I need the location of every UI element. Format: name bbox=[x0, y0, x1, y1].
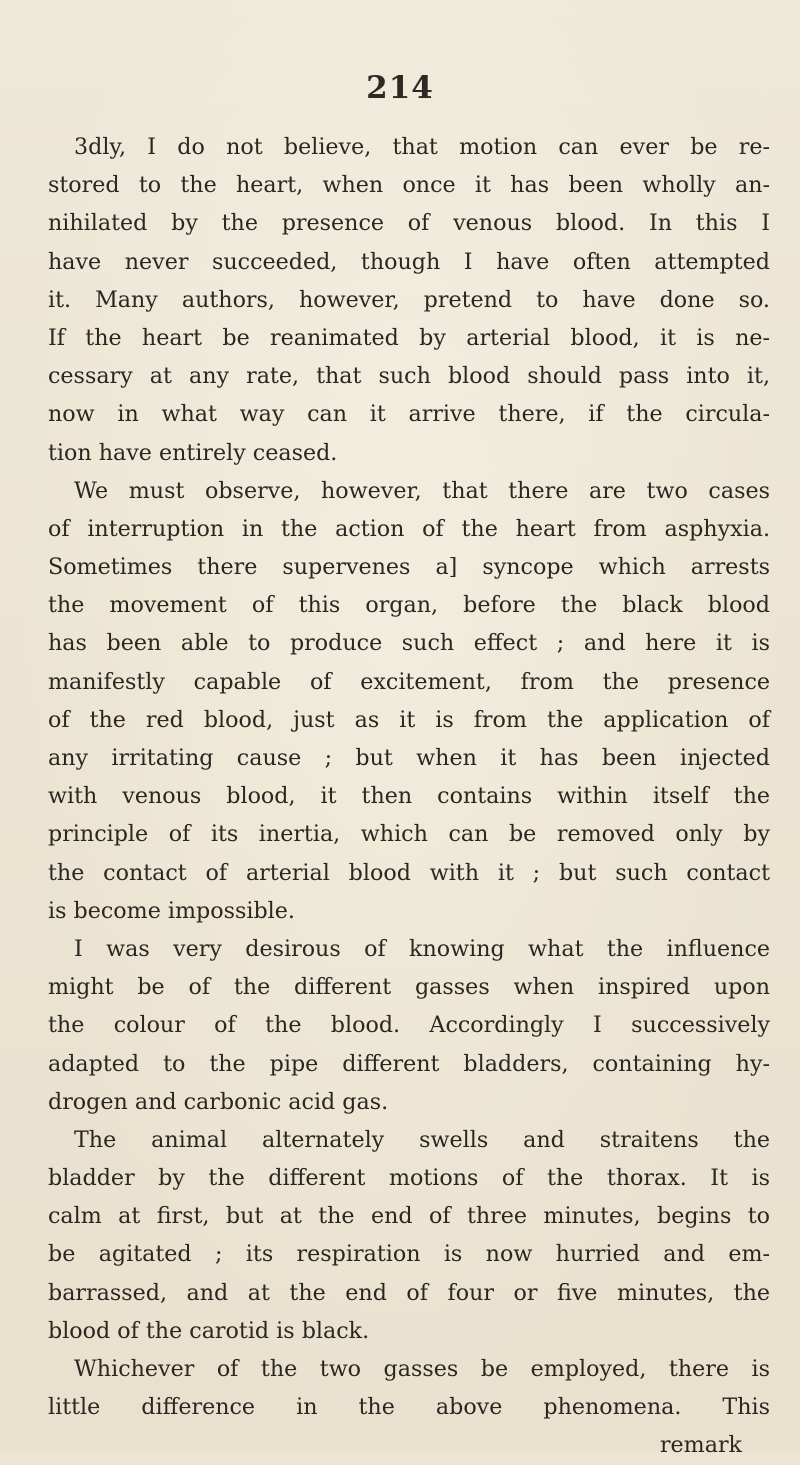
text-line: is become impossible. bbox=[48, 897, 295, 924]
text-line: nihilated by the presence of venous blood. In this I bbox=[48, 210, 770, 237]
text-line: have never succeeded, though I have often attempted bbox=[48, 248, 770, 275]
text-line: might be of the different gasses when inspired upon bbox=[48, 974, 770, 1001]
text-line: blood of the carotid is black. bbox=[48, 1317, 370, 1344]
text-line: adapted to the pipe different bladders, containing hy- bbox=[48, 1050, 770, 1077]
text-line: of the red blood, just as it is from the application of bbox=[48, 706, 770, 733]
page-number: 214 bbox=[366, 70, 434, 106]
text-line: of interruption in the action of the heart from asphyxia. bbox=[48, 515, 770, 542]
text-line: The animal alternately swells and straitens the bbox=[74, 1126, 770, 1153]
text-line: little difference in the above phenomena. This bbox=[48, 1394, 770, 1421]
text-line: has been able to produce such effect ; and here it is bbox=[48, 630, 770, 657]
text-line: principle of its inertia, which can be removed only by bbox=[48, 821, 770, 848]
text-line: calm at first, but at the end of three minutes, begins to bbox=[48, 1203, 770, 1230]
catchword: remark bbox=[659, 1432, 742, 1459]
text-line: cessary at any rate, that such blood should pass into it, bbox=[48, 363, 770, 390]
text-line: barrassed, and at the end of four or five minutes, the bbox=[48, 1279, 770, 1306]
text-line: stored to the heart, when once it has been wholly an- bbox=[48, 172, 770, 199]
text-line: I was very desirous of knowing what the influence bbox=[74, 935, 770, 962]
text-line: Whichever of the two gasses be employed, there is bbox=[74, 1356, 770, 1382]
body-text bbox=[48, 128, 770, 1465]
text-line: be agitated ; its respiration is now hurried and em- bbox=[48, 1241, 770, 1268]
text-line: now in what way can it arrive there, if the circula- bbox=[48, 401, 770, 428]
text-line: the contact of arterial blood with it ; but such contact bbox=[48, 859, 770, 886]
text-line: 3dly, I do not believe, that motion can ever be re- bbox=[74, 134, 770, 160]
text-line: We must observe, however, that there are two cases bbox=[74, 477, 770, 504]
text-line: bladder by the different motions of the thorax. It is bbox=[48, 1165, 770, 1192]
text-line: If the heart be reanimated by arterial blood, it is ne- bbox=[48, 324, 770, 351]
text-line: with venous blood, it then contains within itself the bbox=[48, 783, 770, 810]
text-line: drogen and carbonic acid gas. bbox=[48, 1088, 389, 1115]
text-line: the movement of this organ, before the black blood bbox=[48, 592, 770, 619]
text-line: the colour of the blood. Accordingly I successively bbox=[48, 1012, 770, 1039]
text-line: any irritating cause ; but when it has been injected bbox=[48, 745, 770, 771]
text-line: tion have entirely ceased. bbox=[48, 439, 338, 466]
text-line: it. Many authors, however, pretend to have done so. bbox=[48, 286, 770, 313]
text-line: Sometimes there supervenes a] syncope which arrests bbox=[48, 554, 770, 581]
text-line: manifestly capable of excitement, from the presence bbox=[48, 668, 770, 695]
